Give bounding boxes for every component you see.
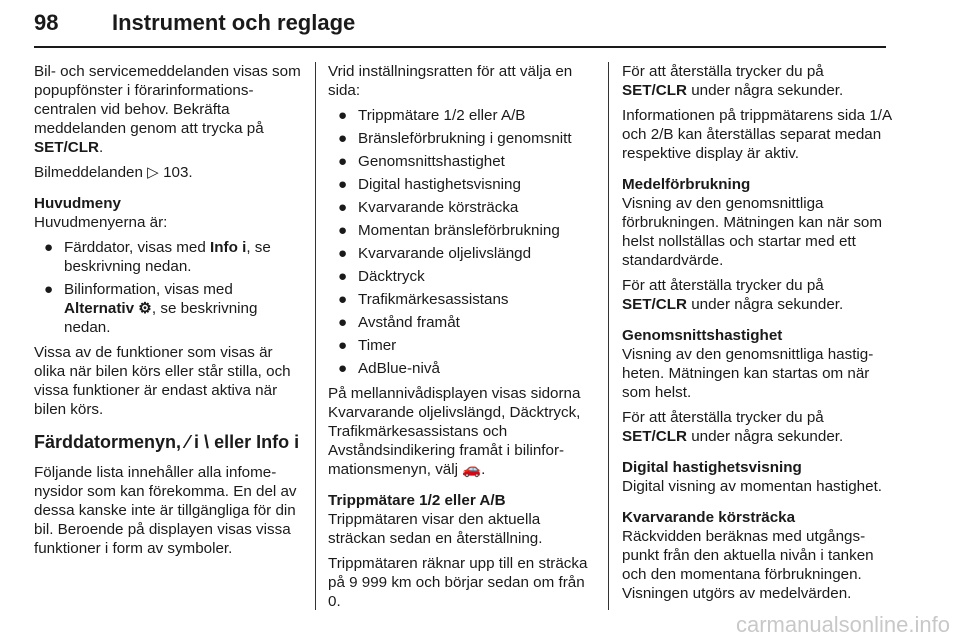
trip-computer-icon: ⁄ i \ [186,432,210,452]
list-item: ● Däcktryck [338,268,425,285]
reset-instruction: För att återställa trycker du på SET/CLR under några sekunder. [622,409,844,445]
info-icon: i [242,239,247,256]
heading-digital-speed: Digital hastighetsvisning [622,459,802,476]
list-item: ● Bilinformation, visas med Alternativ ⚙, se beskrivning nedan. [44,281,258,336]
list-item: ● Trafikmärkesassistans [338,291,509,308]
header-rule [34,46,886,48]
column-divider-1 [315,62,316,610]
list-item: ● Trippmätare 1/2 eller A/B [338,107,526,124]
heading-range: Kvarvarande körsträcka [622,509,796,526]
settings-icon: ⚙ [138,300,152,317]
paragraph: Följande lista innehåller alla infomenysidor som kan förekomma. En del av dessa kanske inte är tillgängliga för din bil. Beroende på displayen visas vissa funktioner i form av symboler. [34,464,297,557]
column-1 [34,62,302,564]
list-item: ● Bränsleförbrukning i genomsnitt [338,130,572,147]
main-menu-intro: Huvudmenyerna är: [34,214,168,231]
column-divider-2 [608,62,609,610]
paragraph: Vissa av de funktioner som visas är olika när bilen körs eller står stilla, och vissa funktioner är endast aktiva när bilen körs. [34,344,291,418]
heading-avg-speed: Genomsnittshastighet [622,327,783,344]
heading-trip-computer: Färddatormenyn, ⁄ i \ eller Info i [34,432,300,452]
car-icon: 🚗 [462,461,482,478]
heading-main-menu: Huvudmeny [34,195,121,212]
paragraph: Trippmätaren räknar upp till en sträcka på 9 999 km och börjar sedan om från 0. [328,555,588,610]
list-item: ● Avstånd framåt [338,314,460,331]
list-item: ● Kvarvarande körsträcka [338,199,519,216]
paragraph: På mellannivådisplayen visas sidorna Kvarvarande oljelivslängd, Däcktryck, Trafikmärkesassistans och Avståndsindikering framåt i bilinformationsmenyn, välj 🚗. [328,385,581,478]
list-item: ● Genomsnittshastighet [338,153,505,170]
column-3 [622,62,892,609]
paragraph: Trippmätaren visar den aktuella sträckan sedan en återställning. [328,511,543,547]
list-item: ● Kvarvarande oljelivslängd [338,245,532,262]
watermark: carmanualsonline.info [735,612,950,637]
info-icon: i [294,432,300,452]
list-item: ● Momentan bränsleförbrukning [338,222,560,239]
list-item: ● AdBlue-nivå [338,360,440,377]
paragraph: Vrid inställningsratten för att välja en sida: [328,63,573,99]
paragraph: Informationen på trippmätarens sida 1/A och 2/B kan återställas separat medan respektive display är aktiv. [622,107,892,162]
vehicle-messages-ref: Bilmeddelanden ▷ 103. [34,164,193,181]
page-ref-icon: ▷ [147,164,159,181]
page-header [34,2,886,48]
heading-trip-meter: Trippmätare 1/2 eller A/B [328,492,506,509]
page-list [328,106,598,378]
list-item: ● Digital hastighetsvisning [338,176,521,193]
page-title: Instrument och reglage [112,10,356,35]
paragraph: Visning av den genomsnittliga förbrukningen. Mätningen kan när som helst nollställas och startar med ett standardvärde. [622,195,883,269]
reset-instruction: För att återställa trycker du på SET/CLR under några sekunder. [622,277,844,313]
column-2 [328,62,598,617]
page-number: 98 [34,10,59,35]
heading-avg-consumption: Medelförbrukning [622,176,751,193]
paragraph: Räckvidden beräknas med utgångspunkt från den aktuella nivån i tanken och den momentana förbrukningen. Visningen utgörs av medelvärden. [622,528,874,602]
paragraph: Digital visning av momentan hastighet. [622,478,883,495]
list-item: ● Färddator, visas med Info i, se beskrivning nedan. [44,239,271,275]
main-menu-list [34,238,302,337]
reset-instruction: För att återställa trycker du på SET/CLR under några sekunder. [622,63,844,99]
paragraph: Visning av den genomsnittliga hastigheten. Mätningen kan startas om när som helst. [622,346,874,401]
list-item: ● Timer [338,337,397,354]
intro-paragraph: Bil- och servicemeddelanden visas som popupfönster i förarinformationscentralen vid behov. Bekräfta meddelanden genom att trycka på SET/CLR. [34,63,301,156]
